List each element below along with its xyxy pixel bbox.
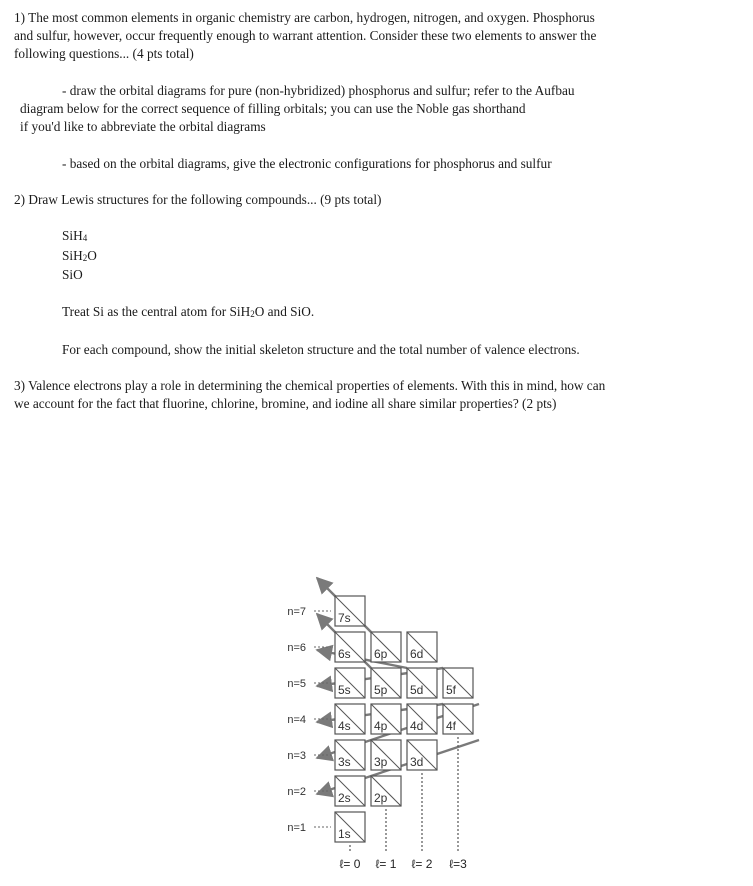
q1-bullet1-line3: if you'd like to abbreviate the orbital diagrams — [20, 119, 266, 135]
orbital-label: 3s — [338, 755, 351, 769]
compound-sih2o: SiH2O — [62, 247, 97, 263]
orbital-label: 4d — [410, 719, 424, 733]
q1-bullet2: - based on the orbital diagrams, give the electronic configurations for phosphorus and sulfur — [62, 155, 552, 171]
orbital-label: 7s — [338, 611, 351, 625]
q2-note1: Treat Si as the central atom for SiH2O and SiO. — [62, 304, 315, 320]
orbital-label: 6s — [338, 647, 351, 661]
q1-bullet1-line1: - draw the orbital diagrams for pure (non-hybridized) phosphorus and sulfur; refer to the Aufbau — [62, 82, 575, 98]
level-label-n=3: n=3 — [287, 750, 306, 762]
orbital-box-7s — [335, 596, 365, 626]
level-label-n=5: n=5 — [287, 678, 306, 690]
q1-bullet1-line2: diagram below for the correct sequence of filling orbitals; you can use the Noble gas shorthand — [20, 101, 526, 116]
orbital-box-6s — [335, 632, 365, 662]
orbital-label: 3d — [410, 755, 424, 769]
orbital-box-5f — [443, 668, 473, 698]
orbital-label: 1s — [338, 827, 351, 841]
orbital-label: 4p — [374, 719, 388, 733]
q1-line3: following questions... (4 pts total) — [14, 46, 194, 62]
level-label-n=6: n=6 — [287, 642, 306, 654]
orbital-box-3d — [407, 740, 437, 770]
orbital-box-4s — [335, 704, 365, 734]
l-label-3: ℓ=3 — [449, 857, 467, 871]
orbital-box-3p — [371, 740, 401, 770]
orbital-box-6d — [407, 632, 437, 662]
l-label-0: ℓ= 0 — [339, 857, 361, 871]
orbital-box-4p — [371, 704, 401, 734]
orbital-label: 2p — [374, 791, 388, 805]
orbital-label: 5d — [410, 683, 424, 697]
orbital-box-5s — [335, 668, 365, 698]
orbital-label: 3p — [374, 755, 388, 769]
q3-line2: we account for the fact that fluorine, chlorine, bromine, and iodine all share similar properties? (2 pts) — [14, 396, 557, 412]
orbital-box-5d — [407, 668, 437, 698]
orbital-box-5p — [371, 668, 401, 698]
orbital-box-4d — [407, 704, 437, 734]
orbital-box-2s — [335, 776, 365, 806]
orbital-label: 6d — [410, 647, 424, 661]
orbital-box-4f — [443, 704, 473, 734]
l-label-1: ℓ= 1 — [375, 857, 397, 871]
orbital-box-2p — [371, 776, 401, 806]
orbital-box-1s — [335, 812, 365, 842]
orbital-label: 4f — [446, 719, 457, 733]
level-label-n=2: n=2 — [287, 786, 306, 798]
q1-line1: 1) The most common elements in organic chemistry are carbon, hydrogen, nitrogen, and oxygen. Phosphorus — [14, 10, 595, 25]
orbital-label: 2s — [338, 791, 351, 805]
compound-sio: SiO — [62, 266, 83, 282]
orbital-label: 5s — [338, 683, 351, 697]
compound-sih4: SiH4 — [62, 228, 88, 244]
orbital-label: 5p — [374, 683, 388, 697]
q3-line1: 3) Valence electrons play a role in determining the chemical properties of elements. With this in mind, how can — [14, 377, 606, 393]
level-label-n=7: n=7 — [287, 606, 306, 618]
level-label-n=4: n=4 — [287, 714, 306, 726]
orbital-label: 5f — [446, 683, 457, 697]
l-label-2: ℓ= 2 — [411, 857, 433, 871]
level-label-n=1: n=1 — [287, 822, 306, 834]
orbital-label: 4s — [338, 719, 351, 733]
q2-line1: 2) Draw Lewis structures for the following compounds... (9 pts total) — [14, 191, 382, 207]
orbital-label: 6p — [374, 647, 388, 661]
q1-line2: and sulfur, however, occur frequently enough to warrant attention. Consider these two elements to answer the — [14, 28, 597, 44]
document — [14, 9, 734, 413]
aufbau-diagram — [278, 534, 498, 879]
q2-note2: For each compound, show the initial skeleton structure and the total number of valence electrons. — [62, 341, 580, 357]
orbital-box-6p — [371, 632, 401, 662]
orbital-box-3s — [335, 740, 365, 770]
